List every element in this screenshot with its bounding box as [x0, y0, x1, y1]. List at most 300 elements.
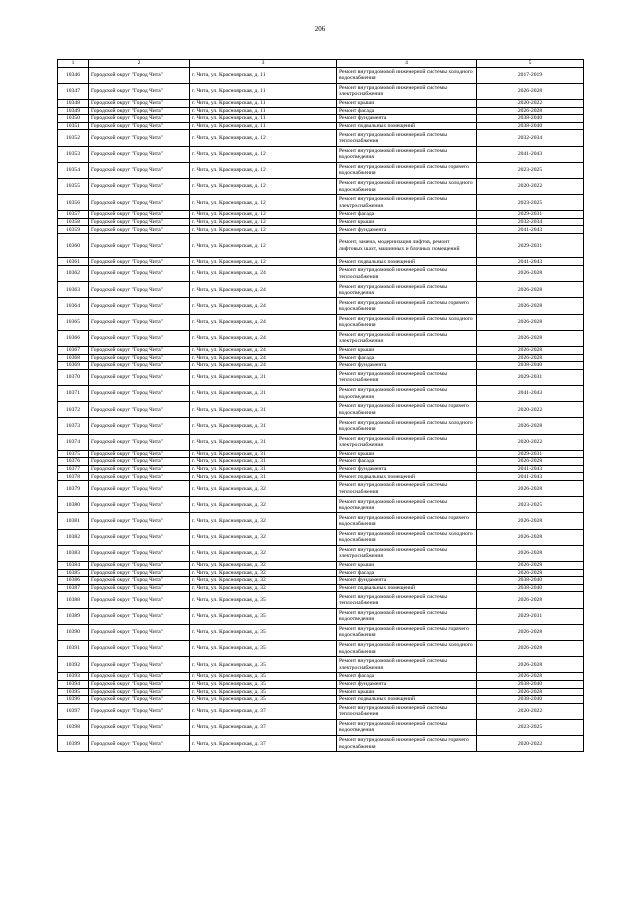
address-cell: г. Чита, ул. Красноярская, д. 11 [190, 115, 337, 123]
address-cell: г. Чита, ул. Красноярская, д. 12 [190, 226, 337, 234]
period-cell: 2041-2043 [477, 473, 584, 481]
header-cell: 1 [58, 60, 89, 68]
table-row [58, 513, 584, 529]
header-cell: 2 [89, 60, 190, 68]
period-cell: 2029-2031 [477, 450, 584, 458]
table-row [58, 592, 584, 608]
address-cell: г. Чита, ул. Красноярская, д. 24 [190, 282, 337, 298]
period-cell: 2038-2040 [477, 122, 584, 130]
row-number-cell: 10380 [58, 497, 89, 513]
repair-type-cell: Ремонт фундамента [337, 577, 477, 585]
header-cell: 4 [337, 60, 477, 68]
period-cell: 2026-2028 [477, 569, 584, 577]
period-cell: 2026-2028 [477, 529, 584, 545]
address-cell: г. Чита, ул. Красноярская, д. 32 [190, 562, 337, 570]
address-cell: г. Чита, ул. Красноярская, д. 12 [190, 218, 337, 226]
period-cell: 2026-2028 [477, 624, 584, 640]
address-cell: г. Чита, ул. Красноярская, д. 32 [190, 569, 337, 577]
municipality-cell: Городской округ "Город Чита" [89, 266, 190, 282]
row-number-cell: 10363 [58, 282, 89, 298]
address-cell: г. Чита, ул. Красноярская, д. 37 [190, 736, 337, 752]
row-number-cell: 10399 [58, 736, 89, 752]
period-cell: 2026-2028 [477, 314, 584, 330]
repair-type-cell: Ремонт внутридомовой инженерной системы водоотведения [337, 497, 477, 513]
period-cell: 2041-2043 [477, 226, 584, 234]
period-cell: 2026-2028 [477, 640, 584, 656]
period-cell: 2029-2031 [477, 234, 584, 258]
municipality-cell: Городской округ "Город Чита" [89, 218, 190, 226]
table-row [58, 83, 584, 99]
repair-type-cell: Ремонт крыши [337, 218, 477, 226]
row-number-cell: 10362 [58, 266, 89, 282]
table-row [58, 696, 584, 704]
municipality-cell: Городской округ "Город Чита" [89, 402, 190, 418]
period-cell: 2026-2028 [477, 592, 584, 608]
row-number-cell: 10346 [58, 67, 89, 83]
period-cell: 2026-2028 [477, 513, 584, 529]
municipality-cell: Городской округ "Город Чита" [89, 657, 190, 673]
table-row [58, 385, 584, 401]
municipality-cell: Городской округ "Город Чита" [89, 115, 190, 123]
repair-type-cell: Ремонт внутридомовой инженерной системы холодного водоснабжения [337, 314, 477, 330]
address-cell: г. Чита, ул. Красноярская, д. 31 [190, 458, 337, 466]
repair-type-cell: Ремонт внутридомовой инженерной системы водоотведения [337, 719, 477, 735]
address-cell: г. Чита, ул. Красноярская, д. 12 [190, 146, 337, 162]
repair-type-cell: Ремонт крыши [337, 346, 477, 354]
period-cell: 2026-2028 [477, 107, 584, 115]
address-cell: г. Чита, ул. Красноярская, д. 35 [190, 640, 337, 656]
municipality-cell: Городской округ "Город Чита" [89, 195, 190, 211]
municipality-cell: Городской округ "Город Чита" [89, 146, 190, 162]
period-cell: 2023-2025 [477, 162, 584, 178]
table-row [58, 434, 584, 450]
address-cell: г. Чита, ул. Красноярская, д. 32 [190, 513, 337, 529]
row-number-cell: 10395 [58, 688, 89, 696]
table-row [58, 608, 584, 624]
row-number-cell: 10391 [58, 640, 89, 656]
period-cell: 2029-2031 [477, 211, 584, 219]
address-cell: г. Чита, ул. Красноярская, д. 32 [190, 545, 337, 561]
table-row [58, 703, 584, 719]
municipality-cell: Городской округ "Город Чита" [89, 99, 190, 107]
municipality-cell: Городской округ "Город Чита" [89, 569, 190, 577]
header-row [58, 60, 584, 68]
repair-type-cell: Ремонт внутридомовой инженерной системы теплоснабжения [337, 266, 477, 282]
municipality-cell: Городской округ "Город Чита" [89, 450, 190, 458]
row-number-cell: 10383 [58, 545, 89, 561]
municipality-cell: Городской округ "Город Чита" [89, 162, 190, 178]
period-cell: 2020-2022 [477, 99, 584, 107]
municipality-cell: Городской округ "Город Чита" [89, 497, 190, 513]
address-cell: г. Чита, ул. Красноярская, д. 35 [190, 624, 337, 640]
repair-type-cell: Ремонт подвальных помещений [337, 696, 477, 704]
table-row [58, 115, 584, 123]
row-number-cell: 10382 [58, 529, 89, 545]
table-row [58, 314, 584, 330]
period-cell: 2026-2028 [477, 657, 584, 673]
table-row [58, 473, 584, 481]
address-cell: г. Чита, ул. Красноярская, д. 12 [190, 130, 337, 146]
table-row [58, 218, 584, 226]
period-cell: 2038-2040 [477, 680, 584, 688]
repair-type-cell: Ремонт подвальных помещений [337, 584, 477, 592]
repair-type-cell: Ремонт внутридомовой инженерной системы горячего водоснабжения [337, 624, 477, 640]
table-row [58, 657, 584, 673]
repair-type-cell: Ремонт крыши [337, 99, 477, 107]
row-number-cell: 10348 [58, 99, 89, 107]
row-number-cell: 10394 [58, 680, 89, 688]
municipality-cell: Городской округ "Город Чита" [89, 473, 190, 481]
repair-type-cell: Ремонт фасада [337, 458, 477, 466]
municipality-cell: Городской округ "Город Чита" [89, 369, 190, 385]
address-cell: г. Чита, ул. Красноярская, д. 32 [190, 481, 337, 497]
table-row [58, 673, 584, 681]
period-cell: 2023-2025 [477, 497, 584, 513]
period-cell: 2026-2028 [477, 346, 584, 354]
repair-type-cell: Ремонт внутридомовой инженерной системы горячего водоснабжения [337, 736, 477, 752]
row-number-cell: 10387 [58, 584, 89, 592]
table-row [58, 99, 584, 107]
table-row [58, 736, 584, 752]
period-cell: 2026-2028 [477, 481, 584, 497]
period-cell: 2026-2028 [477, 545, 584, 561]
table-row [58, 680, 584, 688]
period-cell: 2038-2040 [477, 115, 584, 123]
table-row [58, 266, 584, 282]
period-cell: 2020-2022 [477, 434, 584, 450]
repair-type-cell: Ремонт внутридомовой инженерной системы теплоснабжения [337, 592, 477, 608]
table-row [58, 282, 584, 298]
table-row [58, 146, 584, 162]
period-cell: 2026-2028 [477, 458, 584, 466]
repair-type-cell: Ремонт внутридомовой инженерной системы электроснабжения [337, 330, 477, 346]
repair-type-cell: Ремонт подвальных помещений [337, 473, 477, 481]
row-number-cell: 10384 [58, 562, 89, 570]
municipality-cell: Городской округ "Город Чита" [89, 258, 190, 266]
municipality-cell: Городской округ "Город Чита" [89, 298, 190, 314]
address-cell: г. Чита, ул. Красноярская, д. 37 [190, 703, 337, 719]
repair-type-cell: Ремонт фасада [337, 211, 477, 219]
address-cell: г. Чита, ул. Красноярская, д. 31 [190, 402, 337, 418]
repair-type-cell: Ремонт фасада [337, 673, 477, 681]
row-number-cell: 10377 [58, 465, 89, 473]
period-cell: 2026-2028 [477, 298, 584, 314]
row-number-cell: 10379 [58, 481, 89, 497]
table-row [58, 298, 584, 314]
address-cell: г. Чита, ул. Красноярская, д. 24 [190, 314, 337, 330]
table-row [58, 624, 584, 640]
municipality-cell: Городской округ "Город Чита" [89, 688, 190, 696]
address-cell: г. Чита, ул. Красноярская, д. 31 [190, 473, 337, 481]
row-number-cell: 10350 [58, 115, 89, 123]
table-row [58, 362, 584, 370]
municipality-cell: Городской округ "Город Чита" [89, 178, 190, 194]
row-number-cell: 10376 [58, 458, 89, 466]
address-cell: г. Чита, ул. Красноярская, д. 31 [190, 369, 337, 385]
municipality-cell: Городской округ "Город Чита" [89, 624, 190, 640]
repair-type-cell: Ремонт внутридомовой инженерной системы водоотведения [337, 146, 477, 162]
address-cell: г. Чита, ул. Красноярская, д. 35 [190, 688, 337, 696]
row-number-cell: 10365 [58, 314, 89, 330]
row-number-cell: 10370 [58, 369, 89, 385]
period-cell: 2026-2028 [477, 688, 584, 696]
row-number-cell: 10397 [58, 703, 89, 719]
row-number-cell: 10381 [58, 513, 89, 529]
table-row [58, 67, 584, 83]
table-row [58, 330, 584, 346]
table-row [58, 369, 584, 385]
table-row [58, 497, 584, 513]
row-number-cell: 10353 [58, 146, 89, 162]
row-number-cell: 10360 [58, 234, 89, 258]
municipality-cell: Городской округ "Город Чита" [89, 673, 190, 681]
table-row [58, 402, 584, 418]
table-row [58, 529, 584, 545]
municipality-cell: Городской округ "Город Чита" [89, 608, 190, 624]
municipality-cell: Городской округ "Город Чита" [89, 282, 190, 298]
period-cell: 2032-2034 [477, 218, 584, 226]
repair-type-cell: Ремонт внутридомовой инженерной системы водоотведения [337, 385, 477, 401]
row-number-cell: 10386 [58, 577, 89, 585]
municipality-cell: Городской округ "Город Чита" [89, 592, 190, 608]
address-cell: г. Чита, ул. Красноярская, д. 12 [190, 258, 337, 266]
municipality-cell: Городской округ "Город Чита" [89, 703, 190, 719]
address-cell: г. Чита, ул. Красноярская, д. 35 [190, 657, 337, 673]
table-row [58, 719, 584, 735]
address-cell: г. Чита, ул. Красноярская, д. 12 [190, 178, 337, 194]
repair-type-cell: Ремонт внутридомовой инженерной системы горячего водоснабжения [337, 402, 477, 418]
table-row [58, 465, 584, 473]
repair-type-cell: Ремонт внутридомовой инженерной системы электроснабжения [337, 545, 477, 561]
municipality-cell: Городской округ "Город Чита" [89, 362, 190, 370]
repair-type-cell: Ремонт фундамента [337, 680, 477, 688]
period-cell: 2026-2028 [477, 83, 584, 99]
municipality-cell: Городской округ "Город Чита" [89, 418, 190, 434]
repair-type-cell: Ремонт внутридомовой инженерной системы теплоснабжения [337, 703, 477, 719]
period-cell: 2026-2028 [477, 330, 584, 346]
period-cell: 2026-2028 [477, 266, 584, 282]
repair-type-cell: Ремонт внутридомовой инженерной системы теплоснабжения [337, 130, 477, 146]
municipality-cell: Городской округ "Город Чита" [89, 385, 190, 401]
table-row [58, 258, 584, 266]
row-number-cell: 10358 [58, 218, 89, 226]
address-cell: г. Чита, ул. Красноярская, д. 31 [190, 434, 337, 450]
period-cell: 2020-2022 [477, 402, 584, 418]
repair-type-cell: Ремонт внутридомовой инженерной системы водоотведения [337, 608, 477, 624]
address-cell: г. Чита, ул. Красноярская, д. 11 [190, 122, 337, 130]
row-number-cell: 10359 [58, 226, 89, 234]
table-row [58, 346, 584, 354]
period-cell: 2041-2043 [477, 258, 584, 266]
period-cell: 2029-2031 [477, 369, 584, 385]
table-row [58, 178, 584, 194]
address-cell: г. Чита, ул. Красноярская, д. 32 [190, 584, 337, 592]
table-row [58, 234, 584, 258]
repair-type-cell: Ремонт внутридомовой инженерной системы водоотведения [337, 282, 477, 298]
row-number-cell: 10375 [58, 450, 89, 458]
address-cell: г. Чита, ул. Красноярская, д. 31 [190, 465, 337, 473]
repair-type-cell: Ремонт крыши [337, 562, 477, 570]
repair-type-cell: Ремонт внутридомовой инженерной системы холодного водоснабжения [337, 640, 477, 656]
municipality-cell: Городской округ "Город Чита" [89, 354, 190, 362]
row-number-cell: 10364 [58, 298, 89, 314]
municipality-cell: Городской округ "Город Чита" [89, 545, 190, 561]
repair-type-cell: Ремонт фасада [337, 354, 477, 362]
row-number-cell: 10367 [58, 346, 89, 354]
header-cell: 5 [477, 60, 584, 68]
table-row [58, 545, 584, 561]
address-cell: г. Чита, ул. Красноярская, д. 35 [190, 608, 337, 624]
repair-type-cell: Ремонт внутридомовой инженерной системы теплоснабжения [337, 481, 477, 497]
repair-type-cell: Ремонт фасада [337, 107, 477, 115]
row-number-cell: 10351 [58, 122, 89, 130]
address-cell: г. Чита, ул. Красноярская, д. 35 [190, 680, 337, 688]
repair-type-cell: Ремонт подвальных помещений [337, 258, 477, 266]
address-cell: г. Чита, ул. Красноярская, д. 12 [190, 195, 337, 211]
row-number-cell: 10385 [58, 569, 89, 577]
table-row [58, 211, 584, 219]
table-row [58, 107, 584, 115]
municipality-cell: Городской округ "Город Чита" [89, 577, 190, 585]
repair-type-cell: Ремонт внутридомовой инженерной системы электроснабжения [337, 83, 477, 99]
address-cell: г. Чита, ул. Красноярская, д. 31 [190, 450, 337, 458]
repair-type-cell: Ремонт внутридомовой инженерной системы холодного водоснабжения [337, 418, 477, 434]
table-row [58, 562, 584, 570]
municipality-cell: Городской округ "Город Чита" [89, 330, 190, 346]
capital-repair-table [57, 59, 584, 752]
period-cell: 2038-2040 [477, 696, 584, 704]
repair-type-cell: Ремонт внутридомовой инженерной системы электроснабжения [337, 434, 477, 450]
address-cell: г. Чита, ул. Красноярская, д. 35 [190, 696, 337, 704]
address-cell: г. Чита, ул. Красноярская, д. 12 [190, 234, 337, 258]
municipality-cell: Городской округ "Город Чита" [89, 314, 190, 330]
municipality-cell: Городской округ "Город Чита" [89, 67, 190, 83]
row-number-cell: 10378 [58, 473, 89, 481]
municipality-cell: Городской округ "Город Чита" [89, 346, 190, 354]
row-number-cell: 10366 [58, 330, 89, 346]
address-cell: г. Чита, ул. Красноярская, д. 24 [190, 346, 337, 354]
address-cell: г. Чита, ул. Красноярская, д. 35 [190, 592, 337, 608]
period-cell: 2041-2043 [477, 465, 584, 473]
address-cell: г. Чита, ул. Красноярская, д. 24 [190, 266, 337, 282]
row-number-cell: 10356 [58, 195, 89, 211]
row-number-cell: 10355 [58, 178, 89, 194]
row-number-cell: 10374 [58, 434, 89, 450]
period-cell: 2020-2022 [477, 736, 584, 752]
table-row [58, 354, 584, 362]
repair-type-cell: Ремонт внутридомовой инженерной системы теплоснабжения [337, 369, 477, 385]
repair-type-cell: Ремонт внутридомовой инженерной системы электроснабжения [337, 195, 477, 211]
table-row [58, 481, 584, 497]
address-cell: г. Чита, ул. Красноярская, д. 12 [190, 162, 337, 178]
period-cell: 2038-2040 [477, 584, 584, 592]
address-cell: г. Чита, ул. Красноярская, д. 11 [190, 83, 337, 99]
municipality-cell: Городской округ "Город Чита" [89, 640, 190, 656]
row-number-cell: 10361 [58, 258, 89, 266]
municipality-cell: Городской округ "Город Чита" [89, 83, 190, 99]
address-cell: г. Чита, ул. Красноярская, д. 11 [190, 107, 337, 115]
address-cell: г. Чита, ул. Красноярская, д. 32 [190, 577, 337, 585]
repair-type-cell: Ремонт внутридомовой инженерной системы электроснабжения [337, 657, 477, 673]
municipality-cell: Городской округ "Город Чита" [89, 458, 190, 466]
period-cell: 2017-2019 [477, 67, 584, 83]
repair-type-cell: Ремонт фундамента [337, 465, 477, 473]
row-number-cell: 10372 [58, 402, 89, 418]
period-cell: 2041-2043 [477, 146, 584, 162]
municipality-cell: Городской округ "Город Чита" [89, 211, 190, 219]
table-row [58, 195, 584, 211]
address-cell: г. Чита, ул. Красноярская, д. 24 [190, 330, 337, 346]
table-row [58, 688, 584, 696]
municipality-cell: Городской округ "Город Чита" [89, 465, 190, 473]
municipality-cell: Городской округ "Город Чита" [89, 680, 190, 688]
period-cell: 2041-2043 [477, 385, 584, 401]
row-number-cell: 10393 [58, 673, 89, 681]
row-number-cell: 10392 [58, 657, 89, 673]
table-row [58, 584, 584, 592]
repair-type-cell: Ремонт внутридомовой инженерной системы горячего водоснабжения [337, 162, 477, 178]
repair-type-cell: Ремонт внутридомовой инженерной системы холодного водоснабжения [337, 67, 477, 83]
repair-type-cell: Ремонт внутридомовой инженерной системы холодного водоснабжения [337, 529, 477, 545]
municipality-cell: Городской округ "Город Чита" [89, 696, 190, 704]
period-cell: 2026-2028 [477, 673, 584, 681]
row-number-cell: 10369 [58, 362, 89, 370]
period-cell: 2032-2034 [477, 130, 584, 146]
repair-type-cell: Ремонт фундамента [337, 115, 477, 123]
page-number: 206 [314, 25, 326, 33]
repair-type-cell: Ремонт, замена, модернизация лифтов, ремонт лифтовых шахт, машинных и блочных помещений [337, 234, 477, 258]
municipality-cell: Городской округ "Город Чита" [89, 122, 190, 130]
address-cell: г. Чита, ул. Красноярская, д. 31 [190, 418, 337, 434]
municipality-cell: Городской округ "Город Чита" [89, 107, 190, 115]
period-cell: 2026-2028 [477, 282, 584, 298]
table-row [58, 130, 584, 146]
repair-type-cell: Ремонт внутридомовой инженерной системы горячего водоснабжения [337, 298, 477, 314]
period-cell: 2026-2028 [477, 418, 584, 434]
address-cell: г. Чита, ул. Красноярская, д. 24 [190, 298, 337, 314]
table-row [58, 577, 584, 585]
address-cell: г. Чита, ул. Красноярская, д. 35 [190, 673, 337, 681]
municipality-cell: Городской округ "Город Чита" [89, 130, 190, 146]
address-cell: г. Чита, ул. Красноярская, д. 31 [190, 385, 337, 401]
municipality-cell: Городской округ "Город Чита" [89, 719, 190, 735]
row-number-cell: 10347 [58, 83, 89, 99]
municipality-cell: Городской округ "Город Чита" [89, 513, 190, 529]
address-cell: г. Чита, ул. Красноярская, д. 24 [190, 354, 337, 362]
address-cell: г. Чита, ул. Красноярская, д. 32 [190, 497, 337, 513]
period-cell: 2026-2028 [477, 354, 584, 362]
repair-type-cell: Ремонт фундамента [337, 226, 477, 234]
address-cell: г. Чита, ул. Красноярская, д. 32 [190, 529, 337, 545]
municipality-cell: Городской округ "Город Чита" [89, 562, 190, 570]
municipality-cell: Городской округ "Город Чита" [89, 234, 190, 258]
period-cell: 2026-2028 [477, 562, 584, 570]
municipality-cell: Городской округ "Город Чита" [89, 736, 190, 752]
period-cell: 2023-2025 [477, 719, 584, 735]
period-cell: 2038-2040 [477, 577, 584, 585]
table-row [58, 162, 584, 178]
table-row [58, 122, 584, 130]
row-number-cell: 10354 [58, 162, 89, 178]
repair-type-cell: Ремонт крыши [337, 688, 477, 696]
table-row [58, 450, 584, 458]
table-row [58, 418, 584, 434]
municipality-cell: Городской округ "Город Чита" [89, 584, 190, 592]
period-cell: 2023-2025 [477, 195, 584, 211]
period-cell: 2038-2040 [477, 362, 584, 370]
repair-type-cell: Ремонт фундамента [337, 362, 477, 370]
row-number-cell: 10352 [58, 130, 89, 146]
